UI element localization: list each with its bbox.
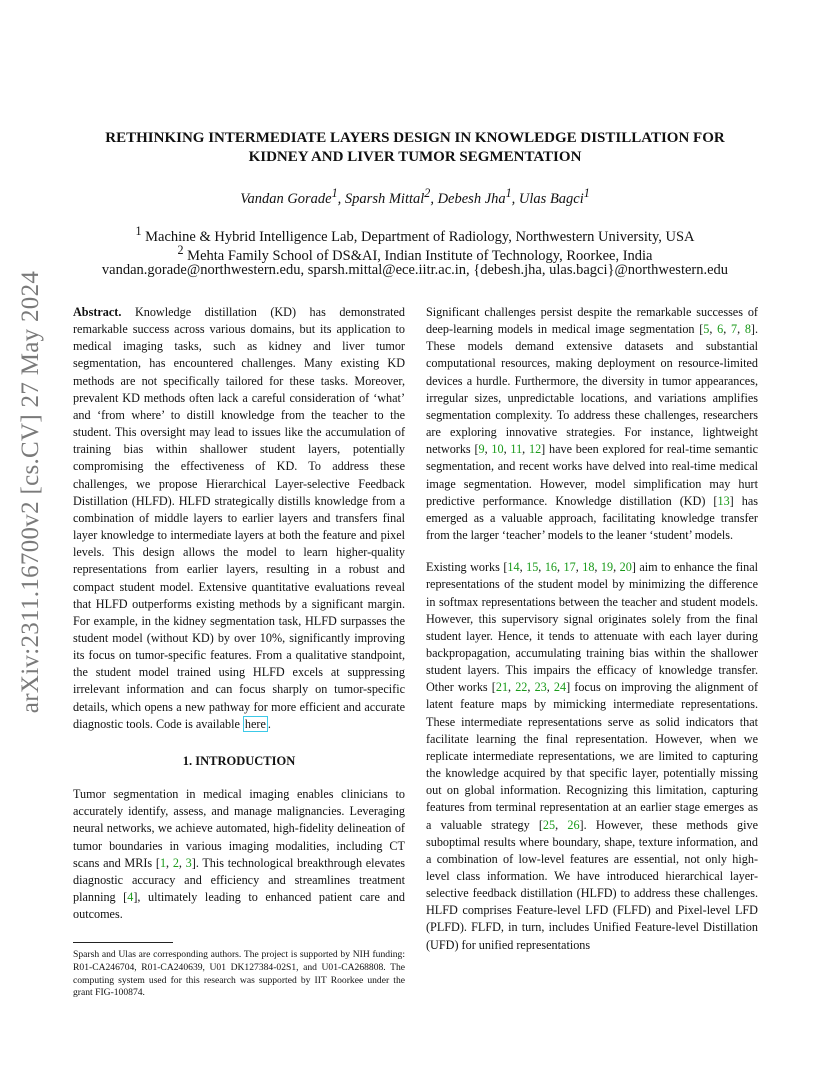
arxiv-identifier-sidebar	[14, 270, 48, 714]
citation-link[interactable]: 1	[159, 855, 167, 870]
arxiv-id-text: arXiv:2311.16700v2 [cs.CV] 27 May 2024	[17, 270, 44, 714]
citation-link[interactable]: 25	[542, 817, 556, 832]
text-run: ], ultimately leading to enhanced patient care and outcomes.	[73, 890, 405, 922]
text-run: ] aim to enhance the final representations of the student model by minimizing the difference in softmax representations between the teacher and student models. However, this supervisory signal originates solely from the final student layer. Hence, it tends to attenuate with each layer during backpropagation, accumulating training bias within the shallower student layers. This impairs the efficacy of knowledge transfer. Other works [	[426, 560, 759, 695]
author-emails: vandan.gorade@northwestern.edu, sparsh.mittal@ece.iitr.ac.in, {debesh.jha, ulas.bagci}@northwestern.edu	[101, 262, 729, 278]
affil-mark: 1	[135, 224, 142, 238]
paper-title	[70, 129, 760, 167]
title-line-1: RETHINKING INTERMEDIATE LAYERS DESIGN IN KNOWLEDGE DISTILLATION FOR	[105, 130, 725, 146]
citation-link[interactable]: 22	[515, 680, 528, 695]
code-link[interactable]: here	[244, 716, 266, 731]
citation-link[interactable]: 12	[528, 442, 542, 457]
citation-link[interactable]: 19	[600, 560, 614, 575]
author-affil-mark: 2	[424, 186, 431, 200]
footnote-rule	[73, 942, 173, 943]
citation-link[interactable]: 10	[491, 442, 504, 457]
abstract-text: Knowledge distillation (KD) has demonstrated remarkable success across various domains, but its application to medical imaging tasks, such as kidney and liver tumor segmentation, has encountered challenges. Many existing KD methods are not specifically tailored for these tasks. Moreover, prevalent KD methods often lack a careful consideration of ‘what’ and ‘from where’ to distill knowledge from the teacher to the student. This oversight may lead to issues like the accumulation of training bias within shallower student layers, potentially compromising the effectiveness of KD. To address these challenges, we propose Hierarchical Layer-selective Feedback Distillation (HLFD). HLFD strategically distills knowledge from a combination of middle layers to earlier layers and transfers final layer knowledge to intermediate layers at both the feature and pixel levels. This design allows the model to learn higher-quality representations from earlier layers, resulting in a robust and compact student model. Extensive quantitative evaluations reveal that HLFD outperforms existing methods by a significant margin. For example, in the kidney segmentation task, HLFD surpasses the student model (without KD) by over 10%, significantly improving its focus on tumor-specific features. From a qualitative standpoint, the student model trained using HLFD excels at suppressing irrelevant information and can focus sharply on tumor-specific details, which opens a new pathway for more efficient and accurate diagnostic tools. Code is available	[73, 305, 405, 731]
citation-link[interactable]: 6	[717, 322, 724, 337]
citation-link[interactable]: 20	[619, 560, 632, 575]
paragraph-gap	[426, 544, 758, 559]
body-paragraph: Existing works [14, 15, 16, 17, 18, 19, 20] aim to enhance the final representations of the student model by minimizing the difference in softmax representations between the teacher and student models. However, this supervisory signal originates solely from the final student layer. Hence, it tends to attenuate with each layer during backpropagation, accumulating training bias within the shallower student layers. This impairs the efficacy of knowledge transfer. Other works [21, 22, 23, 24] focus on improving the alignment of latent feature maps by mimicking intermediate representations. These intermediate representations serve as solid indicators that facilitate learning the final representation. However, when we replicate intermediate representations, we are limited to capturing the knowledge acquired by that specific layer, potentially missing out on global information. Recognizing this limitation, capturing features from terminal representation at an earlier stage emerges as a valuable strategy [25, 26]. However, these methods give suboptimal results where boundary, shape, texture information, and a combination of low-level features are essential, not only high-level class information. We have introduced hierarchical layer-selective feedback distillation (HLFD) to address these challenges. HLFD comprises Feature-level LFD (FLFD) and Pixel-level LFD (PLFD). FLFD, in turn, includes Unified Feature-level Distillation (UFD) for unified representations	[426, 560, 759, 952]
citation-link[interactable]: 16	[544, 560, 557, 575]
section-heading-introduction: 1. INTRODUCTION	[182, 753, 296, 768]
author-affil-mark: 1	[331, 186, 338, 200]
abstract-label: Abstract.	[73, 305, 122, 319]
author-name: Vandan Gorade	[240, 190, 332, 207]
citation-link[interactable]: 17	[563, 560, 576, 575]
text-run: ]. This technological breakthrough elevates diagnostic accuracy and efficiency and streamlines treatment planning [	[73, 855, 406, 904]
affil-mark: 2	[177, 243, 184, 257]
citation-link[interactable]: 11	[510, 442, 523, 457]
citation-link[interactable]: 13	[717, 493, 730, 508]
text-run: Existing works [	[426, 560, 508, 575]
citation-link[interactable]: 7	[730, 322, 738, 337]
citation-link[interactable]: 2	[172, 855, 179, 870]
intro-paragraph: Tumor segmentation in medical imaging enables clinicians to accurately identify, assess, and manage malignancies. Leveraging neural networks, we achieve automated, high-fidelity delineation of tumor boundaries in various imaging modalities, including CT scans and MRIs [1, 2, 3]. This technological breakthrough elevates diagnostic accuracy and efficiency and streamlines treatment planning [4], ultimately leading to enhanced patient care and outcomes.	[73, 787, 406, 922]
text-run: ] have been explored for real-time semantic segmentation, and recent works have delved into real-time medical image segmentation. However, model simplification may hurt predictive performance. Knowledge distillation (KD) [	[426, 442, 758, 508]
footnote: Sparsh and Ulas are corresponding authors. The project is supported by NIH funding: R01-CA246704, R01-CA240639, U01 DK127384-02S1, and U01-CA268808. The computing system used for this research was supported by IIT Roorkee under the grant FIG-100874.	[73, 949, 405, 999]
left-column	[73, 304, 405, 1000]
citation-link[interactable]: 4	[127, 890, 134, 904]
citation-link[interactable]: 23	[534, 680, 547, 695]
citation-link[interactable]: 9	[478, 442, 485, 457]
body-paragraph: Significant challenges persist despite the remarkable successes of deep-learning models in medical image segmentation [5, 6, 7, 8]. These models demand extensive datasets and substantial computational resources, making deployment on resource-limited devices a hurdle. Furthermore, the diversity in tumor appearances, irregular sizes, unpredictable locations, and variations amplifies segmentation complexity. To address these challenges, researchers are exploring innovative strategies. For instance, lightweight networks [9, 10, 11, 12] have been explored for real-time semantic segmentation, and recent works have delved into real-time medical image segmentation. However, model simplification may hurt predictive performance. Knowledge distillation (KD) [13] has emerged as a valuable approach, facilitating knowledge transfer from the larger ‘teacher’ models to the leaner ‘student’ models.	[426, 305, 759, 543]
affil-text: Mehta Family School of DS&AI, Indian Institute of Technology, Roorkee, India	[187, 247, 653, 264]
text-run: ] focus on improving the alignment of latent feature maps by mimicking intermediate representations. These intermediate representations serve as solid indicators that facilitate learning the final representation. However, when we replicate intermediate representations, we are limited to capturing the knowledge acquired by that specific layer, potentially missing out on global information. Recognizing this limitation, capturing features from terminal representation at an earlier stage emerges as a valuable strategy [	[426, 680, 759, 832]
author-list: Vandan Gorade$^1$, Sparsh Mittal$^2$, Debesh Jha$^1$, Ulas Bagci$^1$	[240, 186, 590, 207]
text-run: Tumor segmentation in medical imaging enables clinicians to accurately identify, assess, and manage malignancies. Leveraging neural networks, we achieve automated, high-fidelity delineation of tumor boundaries in various imaging modalities, including CT scans and MRIs [	[73, 787, 405, 870]
citation-link[interactable]: 24	[553, 680, 567, 695]
author-affil-mark: 1	[583, 186, 590, 200]
text-run: Significant challenges persist despite the remarkable successes of deep-learning models in medical image segmentation [	[426, 305, 758, 337]
citation-link[interactable]: 18	[582, 560, 595, 575]
text-run: ] has emerged as a valuable approach, facilitating knowledge transfer from the larger ‘teacher’ models to the leaner ‘student’ models.	[426, 493, 758, 543]
text-run: ]. These models demand extensive datasets and substantial computational resources, making deployment on resource-limited devices a hurdle. Furthermore, the diversity in tumor appearances, irregular sizes, unpredictable locations, and variations amplifies segmentation complexity. To address these challenges, researchers are exploring innovative strategies. For instance, lightweight networks [	[426, 322, 759, 457]
affil-text: Machine & Hybrid Intelligence Lab, Department of Radiology, Northwestern University, USA	[145, 228, 695, 245]
abstract-end: .	[267, 716, 271, 731]
citation-link[interactable]: 8	[744, 322, 751, 337]
citation-link[interactable]: 3	[185, 855, 192, 870]
citation-link[interactable]: 26	[567, 817, 580, 832]
citation-link[interactable]: 14	[507, 560, 520, 575]
right-column	[426, 304, 758, 954]
citation-link[interactable]: 15	[526, 560, 539, 575]
abstract	[73, 304, 405, 733]
author-name: Sparsh Mittal	[344, 190, 425, 207]
citation-link[interactable]: 21	[495, 680, 509, 695]
author-name: Debesh Jha	[437, 190, 506, 207]
text-run: ]. However, these methods give suboptimal results where boundary, shape, texture information, and a combination of low-level features are essential, not only high-level class information. We have introduced hierarchical layer-selective feedback distillation (HLFD) to address these challenges. HLFD comprises Feature-level LFD (FLFD) and Pixel-level LFD (PLFD). FLFD, in turn, includes Unified Feature-level Distillation (UFD) for unified representations	[426, 817, 758, 952]
title-line-2: KIDNEY AND LIVER TUMOR SEGMENTATION	[248, 149, 582, 165]
author-name: Ulas Bagci	[518, 190, 584, 207]
author-affil-mark: 1	[505, 186, 512, 200]
citation-link[interactable]: 5	[703, 322, 710, 337]
